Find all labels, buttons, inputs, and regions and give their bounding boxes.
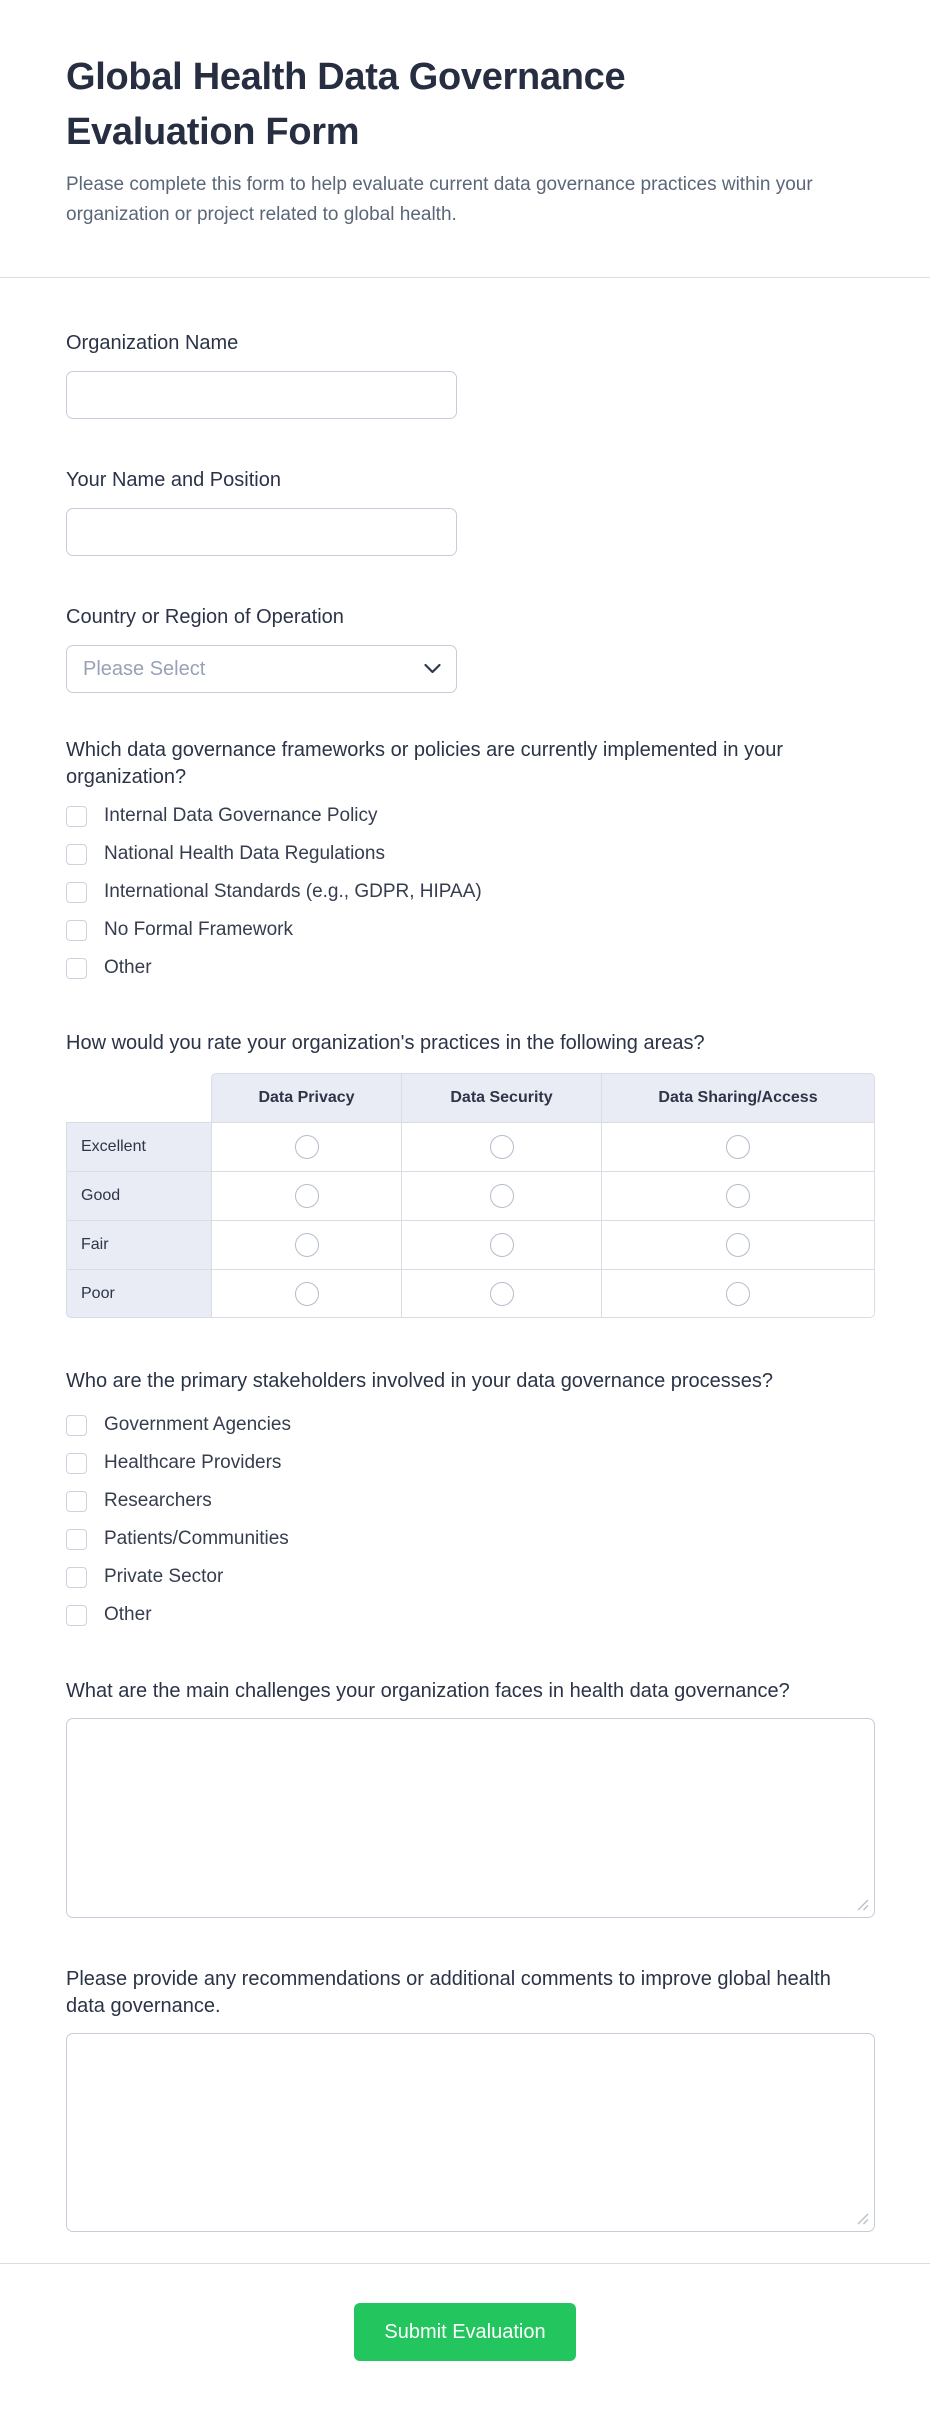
option-label: Healthcare Providers [104, 1452, 282, 1473]
radio-good-data-sharing-access[interactable] [726, 1184, 750, 1208]
question-rating-matrix [66, 1030, 875, 1318]
checkbox-icon[interactable] [66, 958, 87, 979]
challenges-textarea-wrap [66, 1718, 875, 1918]
checkbox-icon[interactable] [66, 1453, 87, 1474]
checkbox-icon[interactable] [66, 1605, 87, 1626]
matrix-cell [601, 1122, 875, 1171]
checkbox-icon[interactable] [66, 1567, 87, 1588]
matrix-cell [601, 1269, 875, 1318]
option-government-agencies[interactable] [66, 1412, 291, 1438]
matrix-row-poor: Poor [66, 1269, 211, 1318]
option-patients-communities[interactable] [66, 1526, 289, 1552]
matrix-col-data-sharing-access: Data Sharing/Access [601, 1073, 875, 1122]
radio-excellent-data-sharing-access[interactable] [726, 1135, 750, 1159]
matrix-cell [601, 1171, 875, 1220]
matrix-cell [211, 1220, 401, 1269]
question-name-position [66, 467, 875, 556]
radio-poor-data-privacy[interactable] [295, 1282, 319, 1306]
recommendations-textarea[interactable] [66, 2033, 875, 2232]
option-label: Private Sector [104, 1566, 224, 1587]
matrix-row-good: Good [66, 1171, 211, 1220]
name-position-label: Your Name and Position [66, 469, 281, 491]
matrix-cell [401, 1171, 601, 1220]
frameworks-label: Which data governance frameworks or policies are currently implemented in your organization? [66, 739, 783, 788]
rating-matrix-table [66, 1073, 875, 1318]
radio-fair-data-security[interactable] [490, 1233, 514, 1257]
option-label: Other [104, 1604, 152, 1625]
matrix-row [66, 1171, 875, 1220]
header-divider [0, 277, 930, 278]
matrix-cell [211, 1122, 401, 1171]
frameworks-options [66, 803, 875, 981]
radio-poor-data-security[interactable] [490, 1282, 514, 1306]
recommendations-label: Please provide any recommendations or additional comments to improve global health data governance. [66, 1968, 831, 2017]
stakeholders-label: Who are the primary stakeholders involved in your data governance processes? [66, 1370, 774, 1392]
option-label: International Standards (e.g., GDPR, HIPAA) [104, 881, 482, 902]
question-recommendations [66, 1966, 875, 2232]
checkbox-icon[interactable] [66, 806, 87, 827]
matrix-cell [401, 1122, 601, 1171]
option-researchers[interactable] [66, 1488, 212, 1514]
stakeholders-options [66, 1412, 875, 1628]
matrix-cell [211, 1171, 401, 1220]
checkbox-icon[interactable] [66, 882, 87, 903]
form-header [0, 0, 930, 277]
matrix-cell [401, 1269, 601, 1318]
radio-good-data-privacy[interactable] [295, 1184, 319, 1208]
challenges-textarea[interactable] [66, 1718, 875, 1918]
checkbox-icon[interactable] [66, 1529, 87, 1550]
rating-matrix-label: How would you rate your organization's practices in the following areas? [66, 1032, 705, 1054]
checkbox-icon[interactable] [66, 844, 87, 865]
resize-handle-icon[interactable] [857, 1899, 869, 1911]
option-label: Researchers [104, 1490, 212, 1511]
checkbox-icon[interactable] [66, 1491, 87, 1512]
recommendations-textarea-wrap [66, 2033, 875, 2232]
matrix-row [66, 1122, 875, 1171]
matrix-row-fair: Fair [66, 1220, 211, 1269]
option-private-sector[interactable] [66, 1564, 223, 1590]
country-label: Country or Region of Operation [66, 606, 344, 628]
radio-poor-data-sharing-access[interactable] [726, 1282, 750, 1306]
submit-button[interactable]: Submit Evaluation [354, 2303, 576, 2361]
option-stakeholders-other[interactable] [66, 1602, 152, 1628]
option-national-health-data-regulations[interactable] [66, 841, 385, 867]
name-position-input[interactable] [66, 508, 457, 556]
checkbox-icon[interactable] [66, 920, 87, 941]
option-label: Government Agencies [104, 1414, 291, 1435]
organization-name-label: Organization Name [66, 332, 239, 354]
question-stakeholders [66, 1368, 875, 1628]
form-description: Please complete this form to help evaluate current data governance practices within your organization or project related to global health. [66, 174, 813, 225]
option-internal-data-governance-policy[interactable] [66, 803, 378, 829]
matrix-col-data-security: Data Security [401, 1073, 601, 1122]
form-footer [0, 2264, 930, 2410]
option-no-formal-framework[interactable] [66, 917, 293, 943]
option-frameworks-other[interactable] [66, 955, 152, 981]
question-organization-name [66, 330, 875, 419]
radio-excellent-data-security[interactable] [490, 1135, 514, 1159]
organization-name-input[interactable] [66, 371, 457, 419]
option-international-standards[interactable] [66, 879, 482, 905]
option-label: Patients/Communities [104, 1528, 289, 1549]
matrix-corner-cell [66, 1073, 211, 1122]
radio-fair-data-privacy[interactable] [295, 1233, 319, 1257]
checkbox-icon[interactable] [66, 1415, 87, 1436]
matrix-row-excellent: Excellent [66, 1122, 211, 1171]
question-challenges [66, 1678, 875, 1918]
option-healthcare-providers[interactable] [66, 1450, 281, 1476]
option-label: Other [104, 957, 152, 978]
radio-fair-data-sharing-access[interactable] [726, 1233, 750, 1257]
resize-handle-icon[interactable] [857, 2213, 869, 2225]
country-select[interactable] [66, 645, 457, 693]
option-label: No Formal Framework [104, 919, 293, 940]
challenges-label: What are the main challenges your organization faces in health data governance? [66, 1680, 790, 1702]
question-frameworks [66, 737, 875, 981]
question-country [66, 604, 875, 693]
form-title: Global Health Data Governance Evaluation Form [66, 56, 626, 153]
radio-good-data-security[interactable] [490, 1184, 514, 1208]
radio-excellent-data-privacy[interactable] [295, 1135, 319, 1159]
matrix-cell [211, 1269, 401, 1318]
option-label: Internal Data Governance Policy [104, 805, 378, 826]
country-select-wrap [66, 645, 457, 693]
matrix-cell [601, 1220, 875, 1269]
matrix-row [66, 1220, 875, 1269]
matrix-row [66, 1269, 875, 1318]
form-body [0, 330, 930, 2232]
matrix-cell [401, 1220, 601, 1269]
option-label: National Health Data Regulations [104, 843, 385, 864]
matrix-col-data-privacy: Data Privacy [211, 1073, 401, 1122]
